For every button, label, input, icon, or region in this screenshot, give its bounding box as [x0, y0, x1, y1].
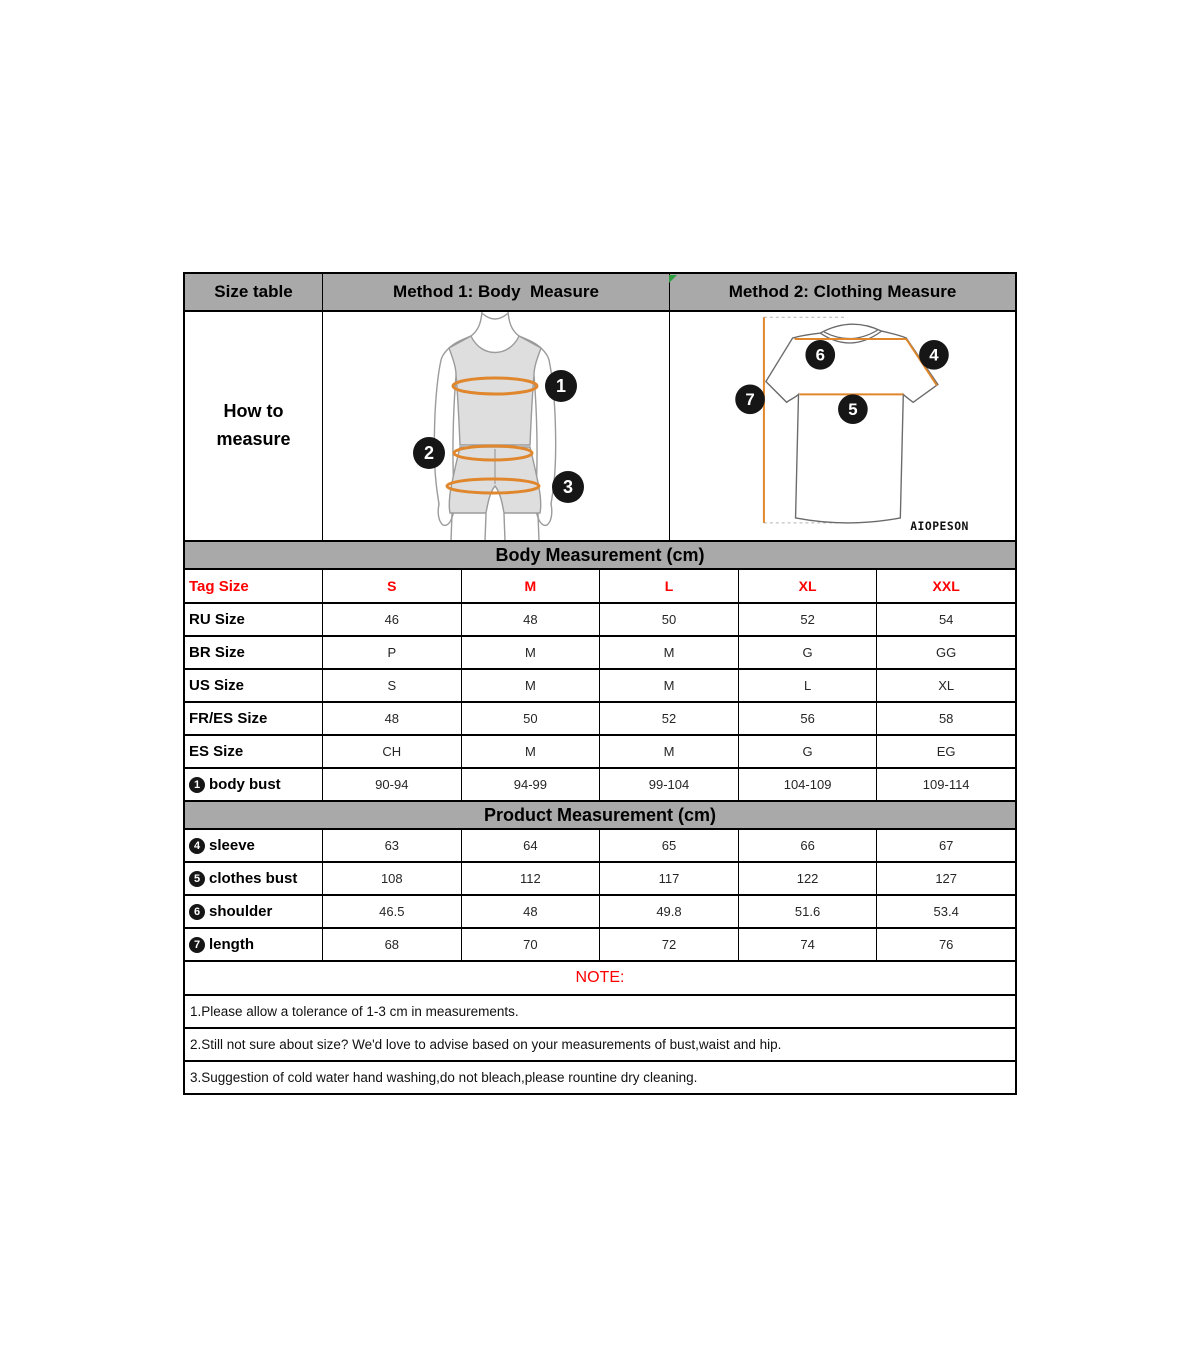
- cell: XXL: [932, 578, 960, 594]
- cell: 52: [600, 703, 739, 734]
- cell: 63: [323, 830, 462, 861]
- table-row: [185, 668, 1015, 701]
- illustration-row: [185, 310, 1015, 540]
- table-header-row: [185, 274, 1015, 310]
- cell: 58: [938, 711, 954, 726]
- table-row: [185, 734, 1015, 767]
- cell: G: [739, 637, 878, 668]
- cell: GG: [936, 645, 957, 660]
- row-label: 7 length: [185, 929, 323, 960]
- cell: G: [739, 736, 878, 767]
- cell: M: [462, 637, 601, 668]
- body-figure-illustration: [323, 312, 669, 540]
- row-label: 4 sleeve: [185, 830, 323, 861]
- note-item: 2.Still not sure about size? We'd love to advise based on your measurements of bust,waist and hip.: [185, 1027, 1015, 1060]
- circled-1-icon: 1: [189, 777, 205, 793]
- cell: L: [739, 670, 878, 701]
- cell: 109-114: [922, 777, 970, 792]
- brand-text: AIOPESON: [910, 518, 969, 533]
- row-label: FR/ES Size: [185, 703, 323, 734]
- tshirt-illustration: [670, 312, 1015, 540]
- cell: 48: [462, 604, 601, 635]
- row-label: 5 clothes bust: [185, 863, 323, 894]
- cell: 68: [323, 929, 462, 960]
- cell: M: [600, 637, 739, 668]
- table-row: [185, 635, 1015, 668]
- cell: 104-109: [739, 769, 878, 800]
- body-measurement-title: Body Measurement (cm): [185, 540, 1015, 568]
- cell: 52: [739, 604, 878, 635]
- note-item: 1.Please allow a tolerance of 1-3 cm in measurements.: [185, 994, 1015, 1027]
- cell: XL: [938, 678, 955, 693]
- table-row: [185, 927, 1015, 960]
- cell: 46.5: [323, 896, 462, 927]
- method1-header: Method 1: Body Measure: [323, 274, 670, 310]
- table-row: [185, 828, 1015, 861]
- svg-text:6: 6: [815, 345, 825, 365]
- cell: 66: [739, 830, 878, 861]
- cell: 50: [462, 703, 601, 734]
- cell: L: [600, 570, 739, 602]
- cell: 56: [739, 703, 878, 734]
- row-label: BR Size: [185, 637, 323, 668]
- row-label: ES Size: [185, 736, 323, 767]
- note-item: 3.Suggestion of cold water hand washing,do not bleach,please rountine dry cleaning.: [185, 1060, 1015, 1093]
- cell: 108: [323, 863, 462, 894]
- cell: XL: [739, 570, 878, 602]
- circled-5-icon: 5: [189, 871, 205, 887]
- cell: EG: [936, 744, 956, 759]
- cell: 76: [938, 937, 954, 952]
- svg-text:3: 3: [562, 476, 574, 497]
- circled-7-icon: 7: [189, 937, 205, 953]
- svg-text:4: 4: [929, 345, 939, 365]
- cell: P: [323, 637, 462, 668]
- table-row: [185, 894, 1015, 927]
- method2-header: Method 2: Clothing Measure: [670, 274, 1015, 310]
- table-row: [185, 701, 1015, 734]
- cell: 50: [600, 604, 739, 635]
- row-label: Tag Size: [185, 570, 323, 602]
- cell: 46: [323, 604, 462, 635]
- cell: 49.8: [600, 896, 739, 927]
- row-label: 1 body bust: [185, 769, 323, 800]
- cell: 67: [938, 838, 954, 853]
- cell: M: [462, 670, 601, 701]
- cell: 112: [462, 863, 601, 894]
- green-corner-flag-icon: [669, 275, 677, 283]
- cell: M: [600, 736, 739, 767]
- cell: 94-99: [462, 769, 601, 800]
- cell: S: [323, 670, 462, 701]
- tag-size-row: [185, 568, 1015, 602]
- product-measurement-title: Product Measurement (cm): [185, 800, 1015, 828]
- cell: 48: [462, 896, 601, 927]
- row-label: 6 shoulder: [185, 896, 323, 927]
- svg-text:7: 7: [745, 389, 755, 409]
- cell: 74: [739, 929, 878, 960]
- cell: 54: [938, 612, 954, 627]
- cell: 51.6: [739, 896, 878, 927]
- table-row: [185, 602, 1015, 635]
- cell: M: [600, 670, 739, 701]
- cell: 65: [600, 830, 739, 861]
- svg-text:2: 2: [423, 442, 435, 463]
- how-to-measure-label: How to measure: [185, 312, 323, 540]
- size-table-header: Size table: [185, 274, 323, 310]
- cell: 117: [600, 863, 739, 894]
- cell: 127: [935, 871, 958, 886]
- body-measure-diagram: [323, 312, 670, 540]
- cell: 64: [462, 830, 601, 861]
- cell: 72: [600, 929, 739, 960]
- cell: 70: [462, 929, 601, 960]
- cell: 53.4: [933, 904, 959, 919]
- cell: M: [462, 736, 601, 767]
- svg-text:5: 5: [848, 399, 858, 419]
- cell: 90-94: [323, 769, 462, 800]
- note-title: NOTE:: [185, 960, 1015, 994]
- table-row: [185, 861, 1015, 894]
- table-row: [185, 767, 1015, 800]
- row-label: US Size: [185, 670, 323, 701]
- size-table: [183, 272, 1017, 1095]
- svg-text:1: 1: [555, 375, 567, 396]
- cell: M: [462, 570, 601, 602]
- cell: 48: [323, 703, 462, 734]
- cell: 99-104: [600, 769, 739, 800]
- cell: S: [323, 570, 462, 602]
- row-label: RU Size: [185, 604, 323, 635]
- cell: 122: [739, 863, 878, 894]
- circled-6-icon: 6: [189, 904, 205, 920]
- circled-4-icon: 4: [189, 838, 205, 854]
- cell: CH: [323, 736, 462, 767]
- clothing-measure-diagram: [670, 312, 1015, 540]
